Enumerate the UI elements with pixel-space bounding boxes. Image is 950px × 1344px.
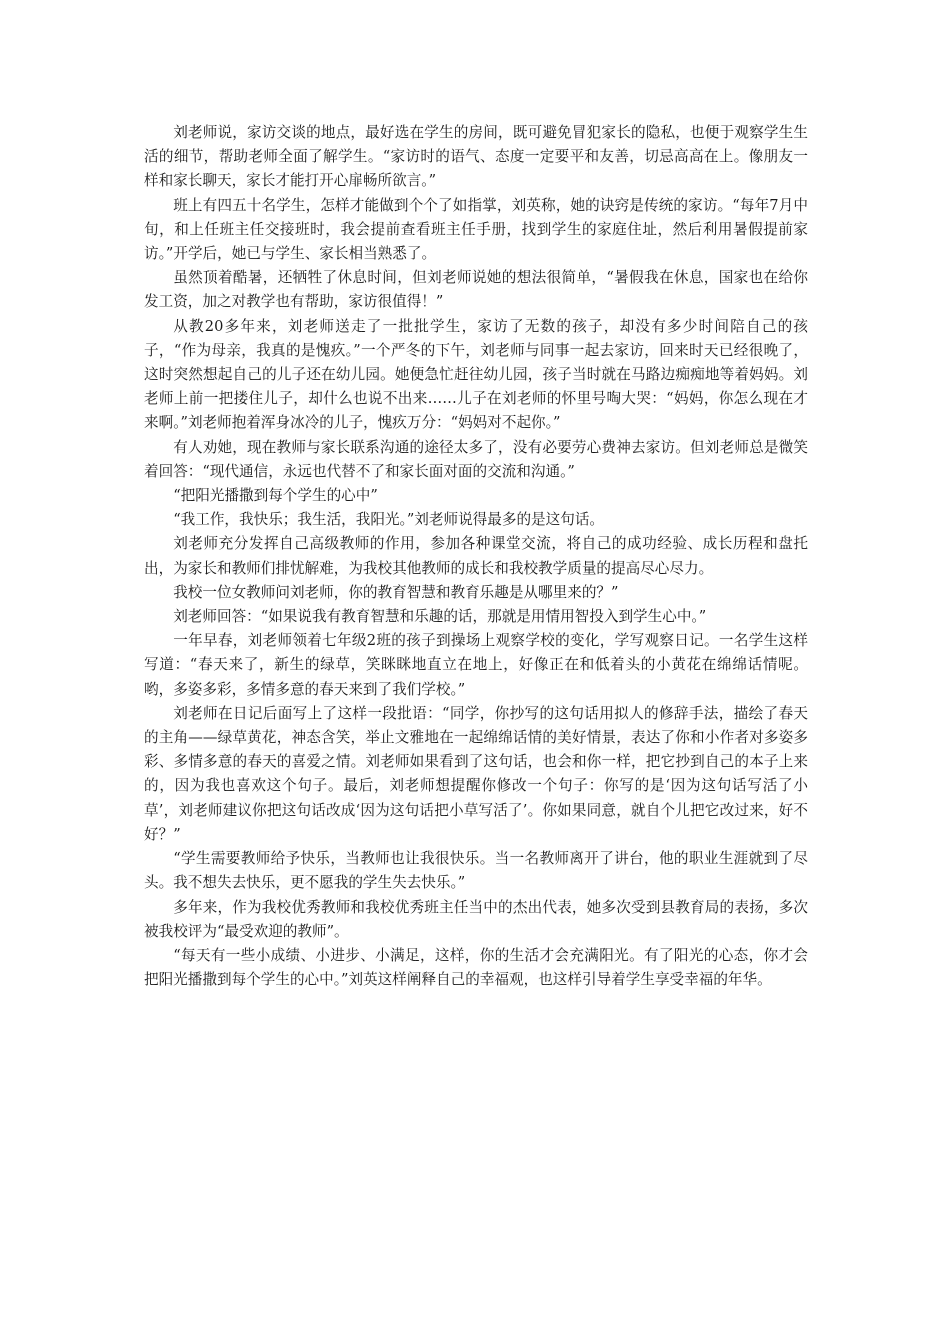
paragraph-2: 班上有四五十名学生，怎样才能做到个个了如指掌，刘英称，她的诀窍是传统的家访。“每年7月中旬，和上任班主任交接班时，我会提前查看班主任手册，找到学生的家庭住址，然后利用暑假提前家访。”开学后，她已与学生、家长相当熟悉了。: [144, 196, 808, 263]
paragraph-14: 多年来，作为我校优秀教师和我校优秀班主任当中的杰出代表，她多次受到县教育局的表扬，多次被我校评为“最受欢迎的教师”。: [144, 898, 808, 940]
paragraph-7: “我工作，我快乐；我生活，我阳光。”刘老师说得最多的是这句话。: [173, 511, 605, 529]
article-body: [144, 121, 808, 992]
paragraph-12: 刘老师在日记后面写上了这样一段批语：“同学，你抄写的这句话用拟人的修辞手法，描绘了春天的主角——绿草黄花，神态含笑，举止文雅地在一起绵绵话情的美好情景，表达了你和小作者对多姿多彩、多情多意的春天的喜爱之情。刘老师如果看到了这句话，也会和你一样，把它抄到自己的本子上来的，因为我也喜欢这个句子。最后，刘老师想提醒你修改一个句子：你写的是‘因为这句话写活了小草’，刘老师建议你把这句话改成‘因为这句话把小草写活了’。你如果同意，就自个儿把它改过来，好不好？”: [144, 704, 808, 843]
paragraph-3: 虽然顶着酷暑，还牺牲了休息时间，但刘老师说她的想法很简单，“暑假我在休息，国家也在给你发工资，加之对教学也有帮助，家访很值得！”: [144, 269, 808, 311]
paragraph-9: 我校一位女教师问刘老师，你的教育智慧和教育乐趣是从哪里来的？”: [173, 583, 619, 601]
paragraph-8: 刘老师充分发挥自己高级教师的作用，参加各种课堂交流，将自己的成功经验、成长历程和盘托出，为家长和教师们排忧解难，为我校其他教师的成长和我校教学质量的提高尽心尽力。: [144, 535, 808, 577]
paragraph-5: 有人劝她，现在教师与家长联系沟通的途径太多了，没有必要劳心费神去家访。但刘老师总是微笑着回答：“现代通信，永远也代替不了和家长面对面的交流和沟通。”: [144, 438, 808, 480]
paragraph-11: 一年早春，刘老师领着七年级2班的孩子到操场上观察学校的变化，学写观察日记。一名学生这样写道：“春天来了，新生的绿草，笑眯眯地直立在地上，好像正在和低着头的小黄花在绵绵话情呢。哟，多姿多彩，多情多意的春天来到了我们学校。”: [144, 632, 808, 698]
section-heading: “把阳光播撒到每个学生的心中”: [173, 487, 378, 505]
paragraph-10: 刘老师回答：“如果说我有教育智慧和乐趣的话，那就是用情用智投入到学生心中。”: [173, 608, 707, 626]
paragraph-13: “学生需要教师给予快乐，当教师也让我很快乐。当一名教师离开了讲台，他的职业生涯就到了尽头。我不想失去快乐，更不愿我的学生失去快乐。”: [144, 850, 808, 892]
paragraph-4: 从教20多年来，刘老师送走了一批批学生，家访了无数的孩子，却没有多少时间陪自己的孩子，“作为母亲，我真的是愧疚。”一个严冬的下午，刘老师与同事一起去家访，回来时天已经很晚了，这时突然想起自己的儿子还在幼儿园。她便急忙赶往幼儿园，孩子当时就在马路边痴痴地等着妈妈。刘老师上前一把搂住儿子，却什么也说不出来……儿子在刘老师的怀里号啕大哭：“妈妈，你怎么现在才来啊。”刘老师抱着浑身冰冷的儿子，愧疚万分：“妈妈对不起你。”: [144, 317, 808, 432]
paragraph-1: 刘老师说，家访交谈的地点，最好选在学生的房间，既可避免冒犯家长的隐私，也便于观察学生生活的细节，帮助老师全面了解学生。“家访时的语气、态度一定要平和友善，切忌高高在上。像朋友一样和家长聊天，家长才能打开心扉畅所欲言。”: [144, 124, 808, 190]
paragraph-15: “每天有一些小成绩、小进步、小满足，这样，你的生活才会充满阳光。有了阳光的心态，你才会把阳光播撒到每个学生的心中。”刘英这样阐释自己的幸福观，也这样引导着学生享受幸福的年华。: [144, 946, 808, 989]
